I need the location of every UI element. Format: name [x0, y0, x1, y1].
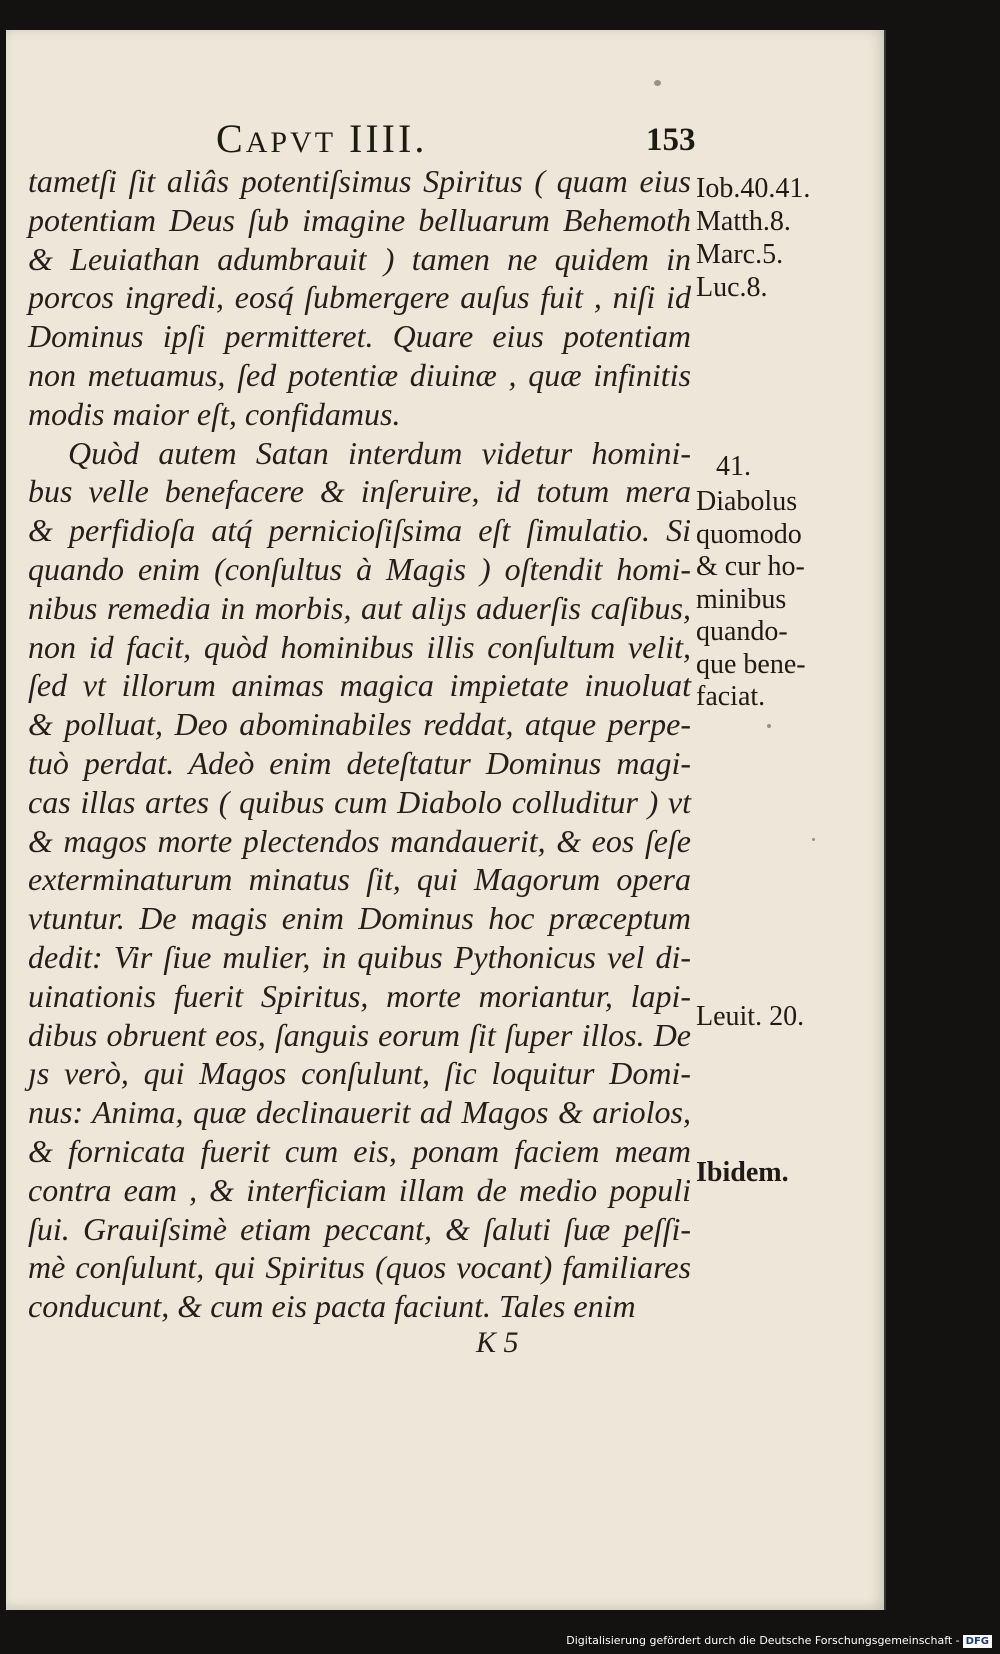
page-number: 153	[646, 122, 696, 158]
text-line: vtuntur. De magis enim Dominus hoc præceptum	[28, 900, 691, 937]
text-line: Quòd autem Satan interdum videtur homini-	[68, 434, 691, 471]
margin-gloss: Diabolus quomodo & cur ho- minibus quando- que bene- faciat.	[696, 486, 806, 712]
text-line: ſed vt illorum animas magica impietate inuoluat	[28, 667, 691, 704]
running-head-cap: C	[216, 116, 246, 161]
text-line: Dominus ipſi permitteret. Quare eius potentiam	[28, 318, 691, 355]
paper-fleck	[767, 724, 771, 728]
text-line: tametſi ſit aliâs potentiſsimus Spiritus ( quam eius	[28, 163, 691, 199]
text-line: & Leuiathan adumbrauit ) tamen ne quidem in	[28, 240, 691, 277]
text-line: quando enim (conſultus à Magis ) oſtendit homi-	[28, 550, 691, 587]
text-line: uinationis fuerit Spiritus, morte moriantur, lapi-	[28, 977, 691, 1014]
dfg-logo: DFG	[963, 1635, 992, 1648]
body-text	[28, 162, 691, 1326]
margin-section-number: 41.	[716, 451, 751, 482]
credit-text: Digitalisierung gefördert durch die Deutsche Forschungsgemeinschaft -	[566, 1634, 960, 1647]
running-head-small: APVT	[245, 126, 337, 159]
text-line: non id facit, quòd hominibus illis conſultum velit,	[28, 628, 691, 665]
text-line: ſui. Grauiſsimè etiam peccant, & ſaluti ſuæ peſſi-	[28, 1210, 691, 1247]
text-line: cas illas artes ( quibus cum Diabolo colluditur ) vt	[28, 783, 691, 820]
margin-reference-leviticus: Leuit. 20.	[696, 1001, 805, 1032]
text-line: dibus obruent eos, ſanguis eorum ſit ſuper illos. De	[28, 1016, 691, 1053]
text-line: tuò perdat. Adeò enim deteſtatur Dominus magi-	[28, 744, 691, 781]
margin-reference-ibidem: Ibidem.	[696, 1157, 789, 1188]
text-line: & polluat, Deo abominabiles reddat, atque perpe-	[28, 706, 691, 743]
text-line: & magos morte plectendos mandauerit, & eos ſeſe	[28, 822, 691, 859]
text-line: dedit: Vir ſiue mulier, in quibus Pythonicus vel di-	[28, 938, 691, 975]
text-line: & perfidioſa atq́ pernicioſiſsima eſt ſimulatio. Si	[28, 512, 691, 549]
text-line: exterminaturum minatus ſit, qui Magorum opera	[28, 861, 691, 898]
text-line: & fornicata fuerit cum eis, ponam faciem meam	[28, 1132, 691, 1169]
paper-fleck	[812, 838, 815, 841]
text-line: porcos ingredi, eosq́ ſubmergere auſus fuit , niſi id	[28, 279, 691, 316]
signature-mark: K 5	[476, 1326, 519, 1359]
running-head	[216, 115, 427, 162]
digitization-credit	[566, 1634, 992, 1648]
running-head-numeral: IIII.	[349, 116, 428, 161]
book-page	[6, 30, 886, 1610]
text-line: modis maior eſt, confidamus.	[28, 395, 401, 432]
text-line: mè conſulunt, qui Spiritus (quos vocant) familiares	[28, 1249, 691, 1286]
text-line: conducunt, & cum eis pacta faciunt. Tales enim	[28, 1288, 636, 1325]
text-line: potentiam Deus ſub imagine belluarum Behemoth	[28, 201, 691, 238]
text-line: non metuamus, ſed potentiæ diuinæ , quæ infinitis	[28, 356, 691, 393]
text-line: ȷs verò, qui Magos conſulunt, ſic loquitur Domi-	[28, 1055, 691, 1092]
text-line: contra eam , & interficiam illam de medio populi	[28, 1171, 691, 1208]
text-line: nibus remedia in morbis, aut aliȷs aduerſis caſibus,	[28, 589, 691, 626]
text-line: bus velle benefacere & inſeruire, id totum mera	[28, 473, 691, 510]
paper-fleck	[654, 80, 661, 86]
text-line: nus: Anima, quæ declinauerit ad Magos & ariolos,	[28, 1094, 691, 1131]
margin-reference-job-matthew: Iob.40.41. Matth.8. Marc.5. Luc.8.	[696, 173, 811, 303]
